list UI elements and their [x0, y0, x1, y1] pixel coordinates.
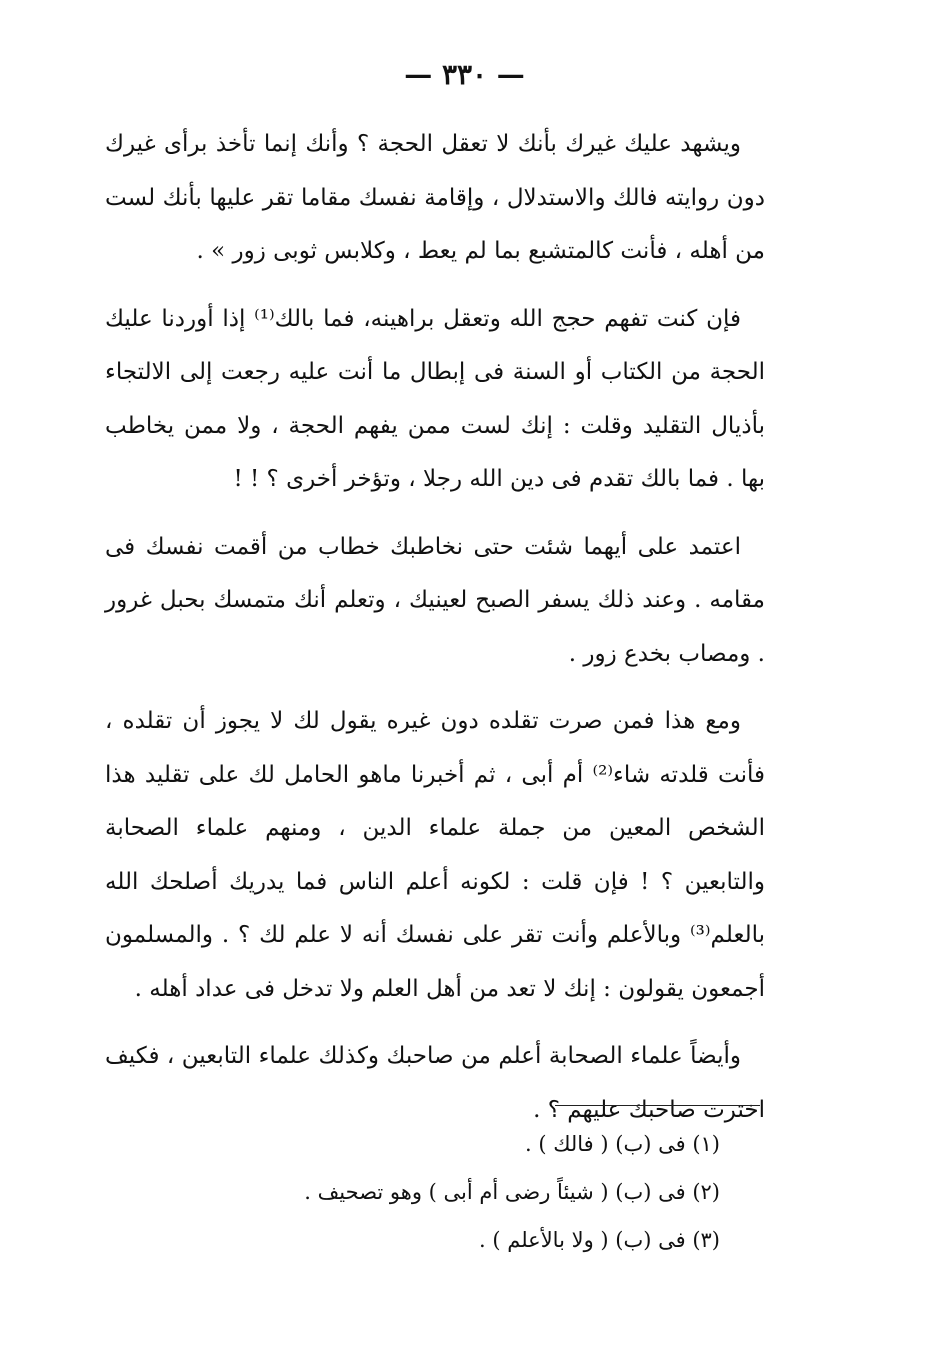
page-number: — ٣٣٠ —	[404, 58, 525, 91]
footnote-divider	[555, 1105, 760, 1106]
paragraph-2: فإن كنت تفهم حجج الله وتعقل براهينه، فما بالك⁽¹⁾ إذا أوردنا عليك الحجة من الكتاب أو السنة فى إبطال ما أنت عليه رجعت إلى الالتجاء بأذيال التقليد وقلت : إنك لست ممن يفهم الحجة ، ولا ممن يخاطب بها . فما بالك تقدم فى دين الله رجلا ، وتؤخر أخرى ؟ ! !	[105, 305, 765, 492]
paragraph-5: وأيضاً علماء الصحابة أعلم من صاحبك وكذلك علماء التابعين ، فكيف اخترت صاحبك عليهم ؟ .	[105, 1043, 765, 1123]
paragraph-1: ويشهد عليك غيرك بأنك لا تعقل الحجة ؟ وأنك إنما تأخذ برأى غيرك دون روايته فالك والاستدلال ، وإقامة نفسك مقاما تقر عليها بأنك لست من أهله ، فأنت كالمتشبع بما لم يعط ، وكلابس ثوبى زور » .	[105, 131, 765, 264]
footnote-3: (٣) فى (ب) ( ولا بالأعلم ) .	[479, 1228, 720, 1252]
paragraph-3: اعتمد على أيهما شئت حتى نخاطبك خطاب من أقمت نفسك فى مقامه . وعند ذلك يسفر الصبح لعينيك ، وتعلم أنك متمسك بحبل غرور . ومصاب بخدع زور .	[105, 533, 765, 667]
footnotes	[200, 1120, 720, 1264]
footnote-2: (٢) فى (ب) ( شيئاً رضى أم أبى ) وهو تصحيف .	[304, 1180, 720, 1204]
paragraph-4: ومع هذا فمن صرت تقلده دون غيره يقول لك لا يجوز أن تقلده ، فأنت قلدته شاء⁽²⁾ أم أبى ، ثم أخبرنا ماهو الحامل لك على تقليد هذا الشخص المعين من جملة علماء الدين ، ومنهم علماء الصحابة والتابعين ؟ ! فإن قلت : لكونه أعلم الناس فما يدريك أصلحك الله بالعلم⁽³⁾ وبالأعلم وأنت تقر على نفسك أنه لا علم لك ؟ . والمسلمون أجمعون يقولون : إنك لا تعد من أهل العلم ولا تدخل فى عداد أهله .	[105, 708, 765, 1002]
body-text	[105, 118, 765, 1151]
footnote-1: (١) فى (ب) ( فالك ) .	[524, 1132, 720, 1156]
